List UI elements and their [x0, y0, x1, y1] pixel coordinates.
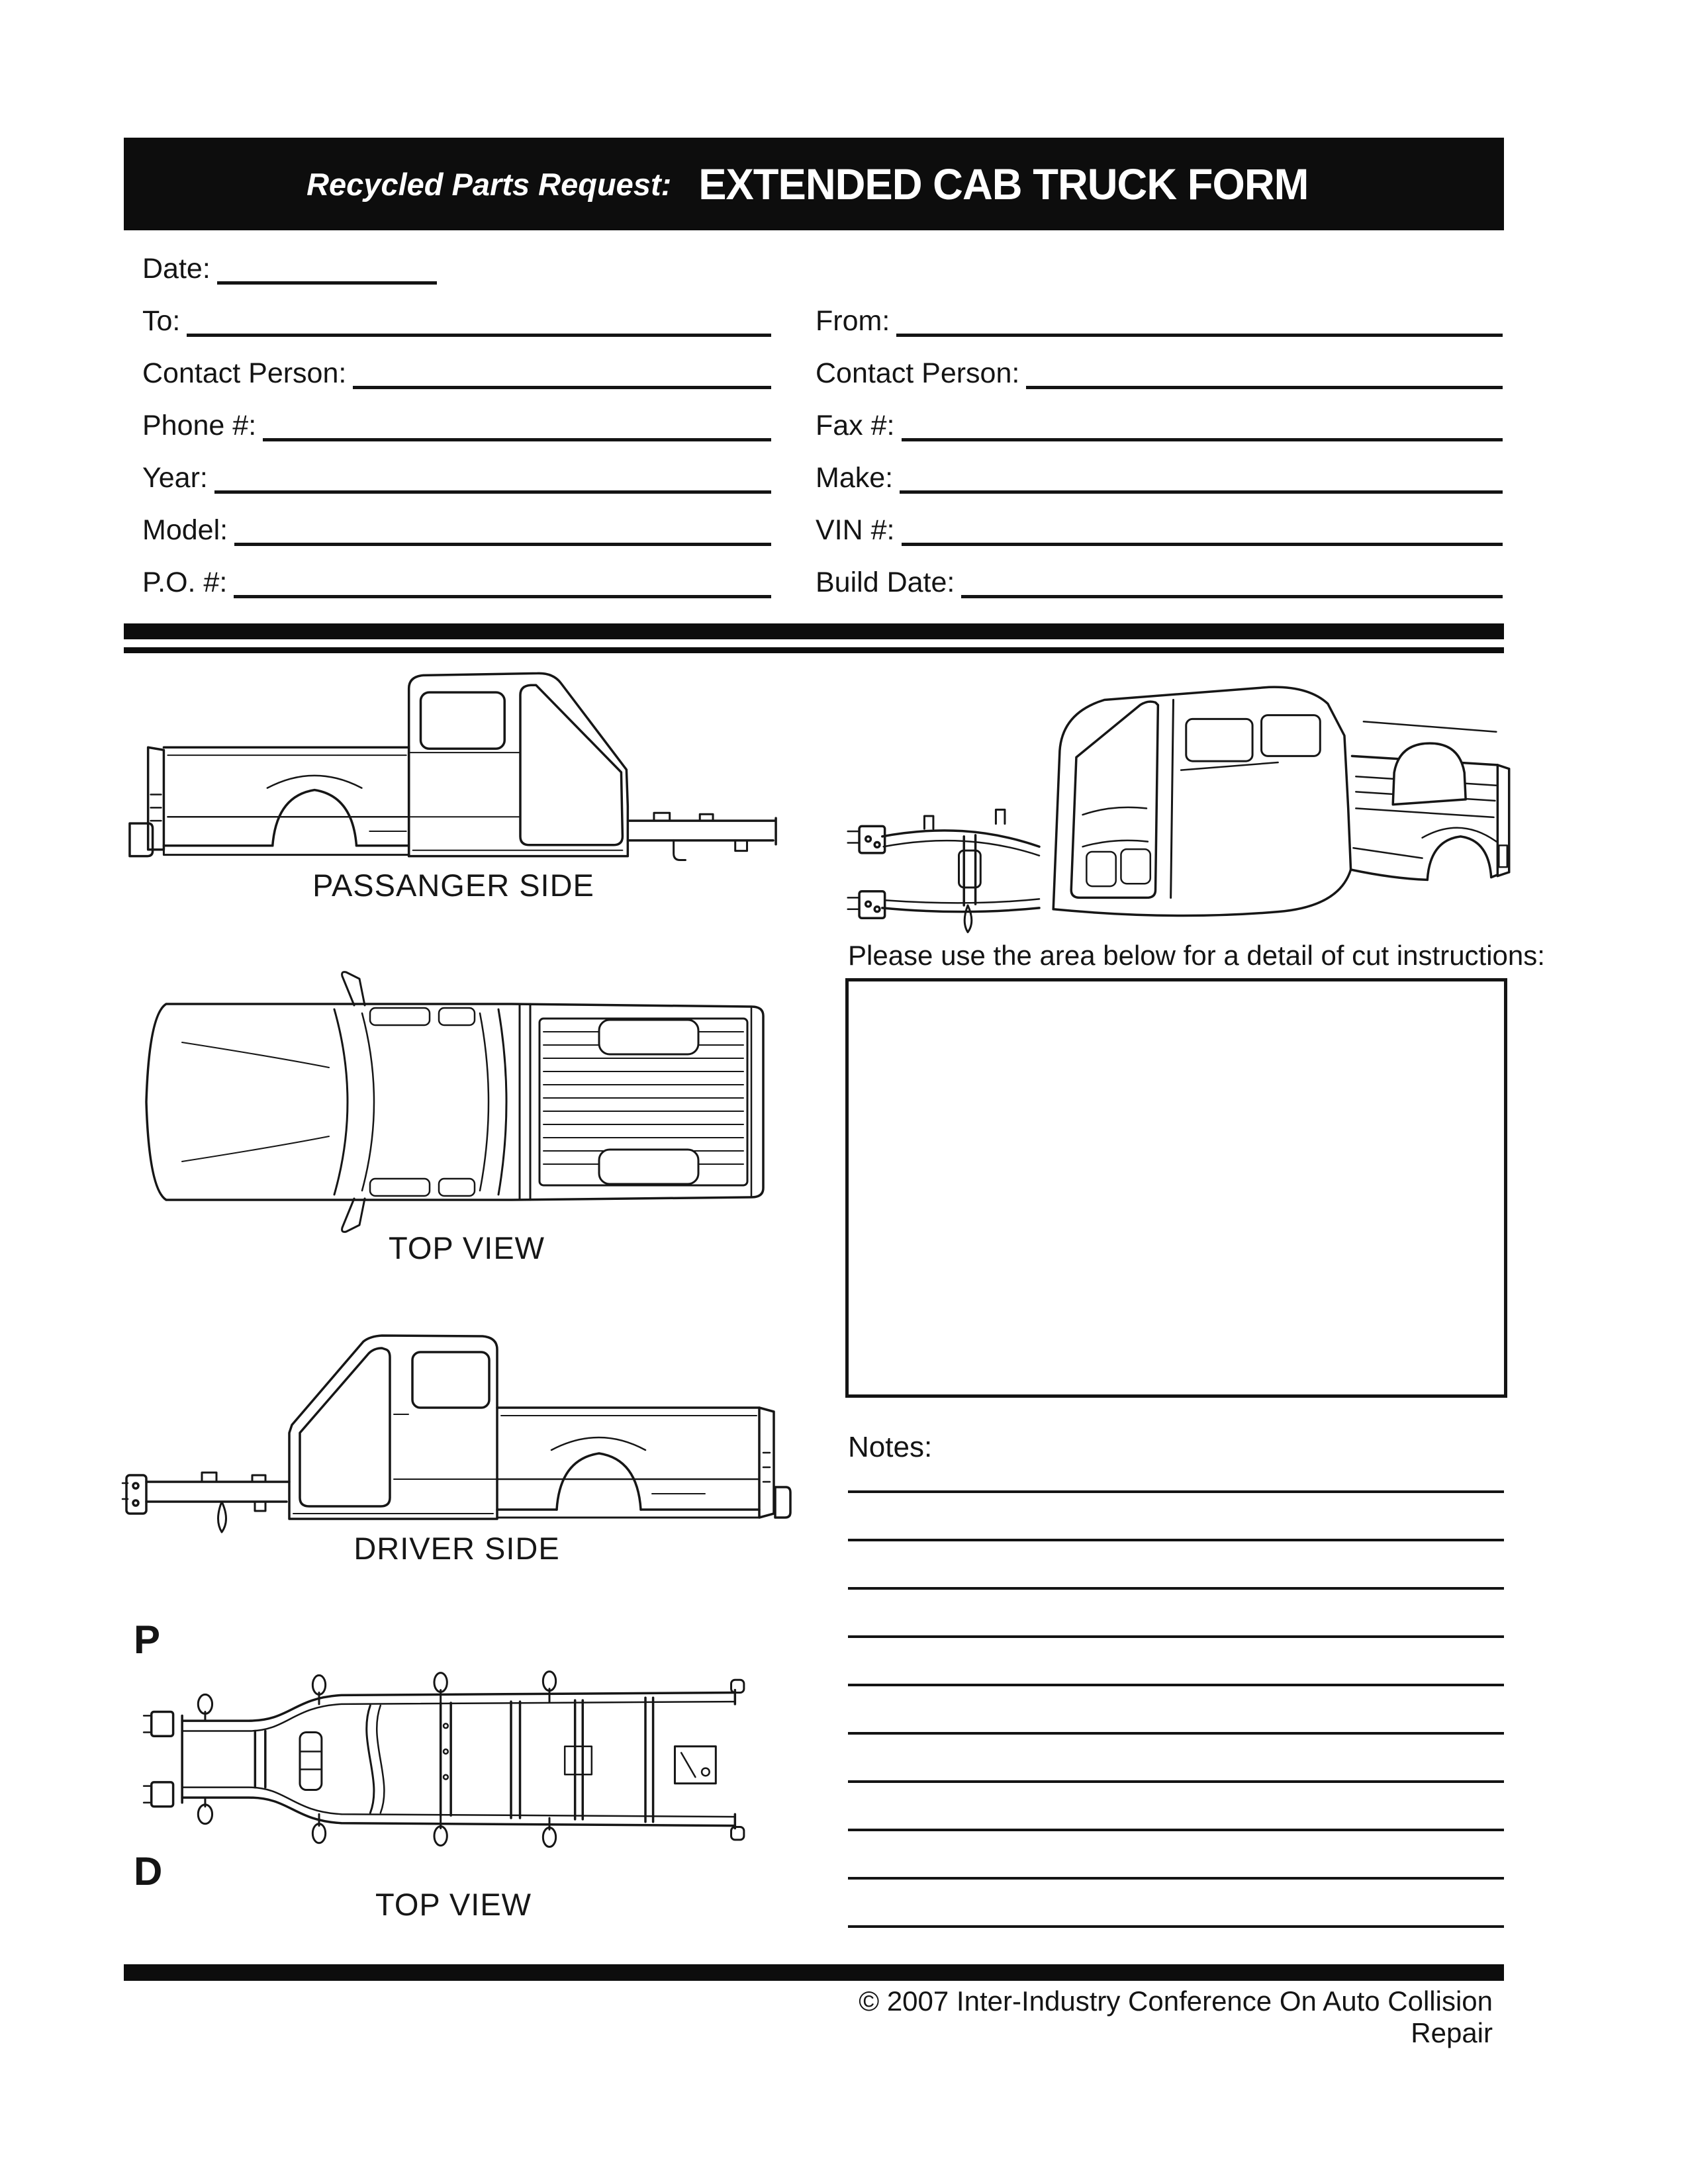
passenger-side-truck-drawing: [126, 659, 781, 870]
notes-line[interactable]: [848, 1925, 1504, 1928]
year-label: Year:: [142, 462, 208, 494]
to-label: To:: [142, 305, 181, 337]
footer-divider-bar: [124, 1964, 1504, 1981]
frame-driver-side-label: D: [134, 1849, 163, 1893]
section-divider-thick: [124, 623, 1504, 639]
model-label: Model:: [142, 514, 228, 546]
frame-passenger-side-label: P: [134, 1617, 161, 1662]
cut-instructions-label: Please use the area below for a detail of cut instructions:: [848, 940, 1545, 971]
contact-person-left-label: Contact Person:: [142, 357, 347, 389]
fax-field-line[interactable]: [902, 400, 1503, 441]
notes-line[interactable]: [848, 1829, 1504, 1831]
notes-line[interactable]: [848, 1684, 1504, 1686]
po-number-label: P.O. #:: [142, 567, 228, 598]
form-header-title: EXTENDED CAB TRUCK FORM: [698, 159, 1309, 208]
to-field-line[interactable]: [187, 295, 771, 337]
year-field-line[interactable]: [214, 452, 771, 494]
field-row-po-number: [142, 560, 771, 598]
truck-top-view-caption: TOP VIEW: [388, 1230, 545, 1265]
fax-label: Fax #:: [816, 410, 895, 441]
front-three-quarter-truck-drawing: [818, 655, 1529, 923]
driver-side-truck-drawing: [122, 1320, 791, 1532]
truck-top-view-drawing: [136, 970, 798, 1234]
po-number-field-line[interactable]: [234, 557, 771, 598]
notes-line[interactable]: [848, 1490, 1504, 1493]
phone-label: Phone #:: [142, 410, 257, 441]
build-date-label: Build Date:: [816, 567, 955, 598]
driver-side-caption: DRIVER SIDE: [353, 1531, 560, 1566]
form-header-prefix: Recycled Parts Request:: [306, 166, 672, 202]
section-divider-thin: [124, 647, 1504, 653]
contact-person-left-field-line[interactable]: [353, 347, 771, 389]
from-label: From:: [816, 305, 890, 337]
field-row-phone: [142, 403, 771, 441]
notes-line[interactable]: [848, 1732, 1504, 1735]
notes-line[interactable]: [848, 1877, 1504, 1880]
make-label: Make:: [816, 462, 894, 494]
form-header-bar: [124, 138, 1504, 230]
notes-label: Notes:: [848, 1431, 933, 1463]
frame-top-view-caption: TOP VIEW: [375, 1887, 532, 1922]
contact-person-right-field-line[interactable]: [1026, 347, 1503, 389]
date-label: Date:: [142, 253, 211, 285]
notes-line[interactable]: [848, 1780, 1504, 1783]
field-row-contact-person-right: [816, 351, 1503, 389]
field-row-from: [816, 298, 1503, 337]
make-field-line[interactable]: [900, 452, 1503, 494]
from-field-line[interactable]: [896, 295, 1503, 337]
vin-label: VIN #:: [816, 514, 895, 546]
frame-top-view-drawing: [129, 1664, 778, 1856]
field-row-contact-person-left: [142, 351, 771, 389]
vin-field-line[interactable]: [902, 504, 1503, 546]
field-row-vin: [816, 508, 1503, 546]
field-row-fax: [816, 403, 1503, 441]
notes-line[interactable]: [848, 1587, 1504, 1590]
field-row-make: [816, 455, 1503, 494]
footer-copyright: © 2007 Inter-Industry Conference On Auto Collision Repair: [859, 1985, 1493, 2048]
phone-field-line[interactable]: [263, 400, 771, 441]
date-field-line[interactable]: [217, 243, 437, 285]
model-field-line[interactable]: [234, 504, 771, 546]
field-row-to: [142, 298, 771, 337]
build-date-field-line[interactable]: [961, 557, 1503, 598]
field-row-build-date: [816, 560, 1503, 598]
field-row-year: [142, 455, 771, 494]
notes-line[interactable]: [848, 1539, 1504, 1541]
contact-person-right-label: Contact Person:: [816, 357, 1020, 389]
field-row-model: [142, 508, 771, 546]
cut-instructions-box[interactable]: [845, 978, 1507, 1398]
notes-line[interactable]: [848, 1635, 1504, 1638]
passenger-side-caption: PASSANGER SIDE: [312, 868, 594, 903]
field-row-date: [142, 246, 437, 285]
